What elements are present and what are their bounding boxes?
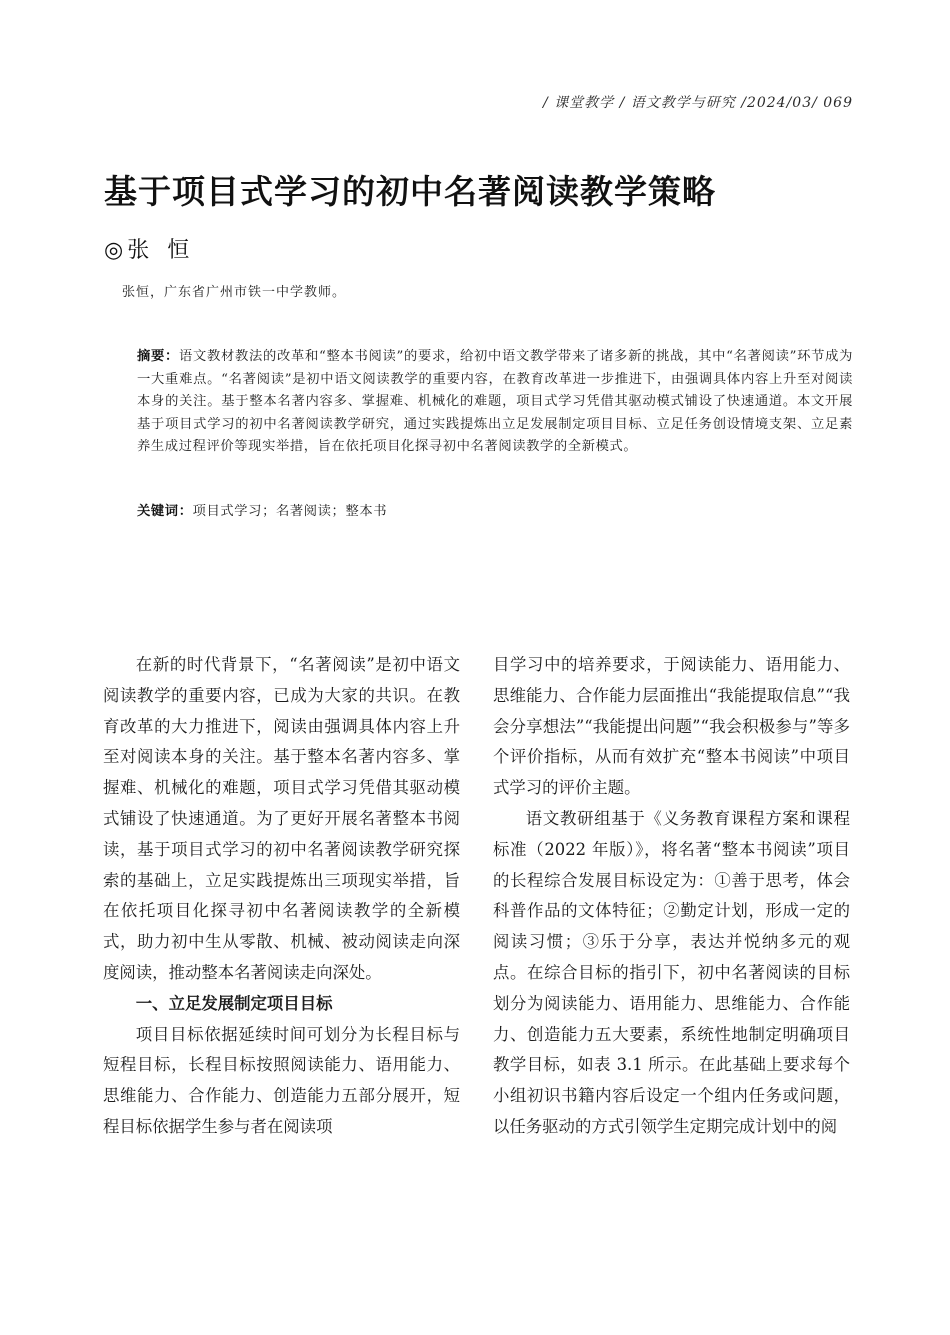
body-paragraph-continued: 目学习中的培养要求，于阅读能力、语用能力、思维能力、合作能力层面推出“我能提取信息”“我会分享想法”“我能提出问题”“我会积极参与”等多个评价指标，从而有效扩充“整本书阅读”中项目式学习的评价主题。 — [493, 655, 850, 798]
body-paragraph: 在新的时代背景下，“名著阅读”是初中语文阅读教学的重要内容，已成为大家的共识。在教育改革的大力推进下，阅读由强调具体内容上升至对阅读本身的关注。基于整本名著内容多、掌握难、机械化的难题，项目式学习凭借其驱动模式铺设了快速通道。为了更好开展名著整本书阅读，基于项目式学习的初中名著阅读教学研究探索的基础上，立足实践提炼出三项现实举措，旨在依托项目化探寻初中名著阅读教学的全新模式，助力初中生从零散、机械、被动阅读走向深度阅读，推动整本名著阅读走向深处。 — [103, 655, 460, 982]
keywords-label: 关键词： — [137, 504, 193, 519]
body-column-right — [493, 650, 850, 1143]
author-mark: ◎ — [104, 238, 124, 263]
body-paragraph: 语文教研组基于《义务教育课程方案和课程标准（2022 年版）》，将名著“整本书阅读”项目的长程综合发展目标设定为：①善于思考，体会科普作品的文体特征；②勤定计划，形成一定的阅读习惯；③乐于分享，表达并悦纳多元的观点。在综合目标的指引下，初中名著阅读的目标划分为阅读能力、语用能力、思维能力、合作能力、创造能力五大要素，系统性地制定明确项目教学目标，如表 3.1 所示。在此基础上要求每个小组初识书籍内容后设定一个组内任务或问题，以任务驱动的方式引领学生定期完成计划中的阅 — [493, 808, 850, 1136]
section-heading: 一、立足发展制定项目目标 — [135, 993, 333, 1013]
running-header: / 课堂教学 / 语文教学与研究 /2024/03/ 069 — [543, 95, 853, 111]
author-affiliation: 张恒，广东省广州市铁一中学教师。 — [122, 285, 347, 300]
body-column-left — [103, 650, 460, 1143]
abstract-text: 语文教材教法的改革和“整本书阅读”的要求，给初中语文教学带来了诸多新的挑战，其中“名著阅读”环节成为一大重难点。“名著阅读”是初中语文阅读教学的重要内容，在教育改革进一步推进下，由强调具体内容上升至对阅读本身的关注。基于整本名著内容多、掌握难、机械化的难题，项目式学习凭借其驱动模式铺设了快速通道。本文开展基于项目式学习的初中名著阅读教学研究，通过实践提炼出立足发展制定项目目标、立足任务创设情境支架、立足素养生成过程评价等现实举措，旨在依托项目化探寻初中名著阅读教学的全新模式。 — [137, 349, 853, 455]
author-line — [104, 233, 207, 264]
abstract-label: 摘要： — [137, 349, 180, 364]
keywords — [137, 500, 387, 519]
author-name: 张恒 — [127, 238, 208, 263]
article-title: 基于项目式学习的初中名著阅读教学策略 — [104, 172, 716, 211]
body-paragraph: 项目目标依据延续时间可划分为长程目标与短程目标，长程目标按照阅读能力、语用能力、思维能力、合作能力、创造能力五部分展开，短程目标依据学生参与者在阅读项 — [103, 1024, 460, 1136]
keywords-text: 项目式学习；名著阅读；整本书 — [192, 504, 388, 519]
abstract — [137, 346, 853, 459]
